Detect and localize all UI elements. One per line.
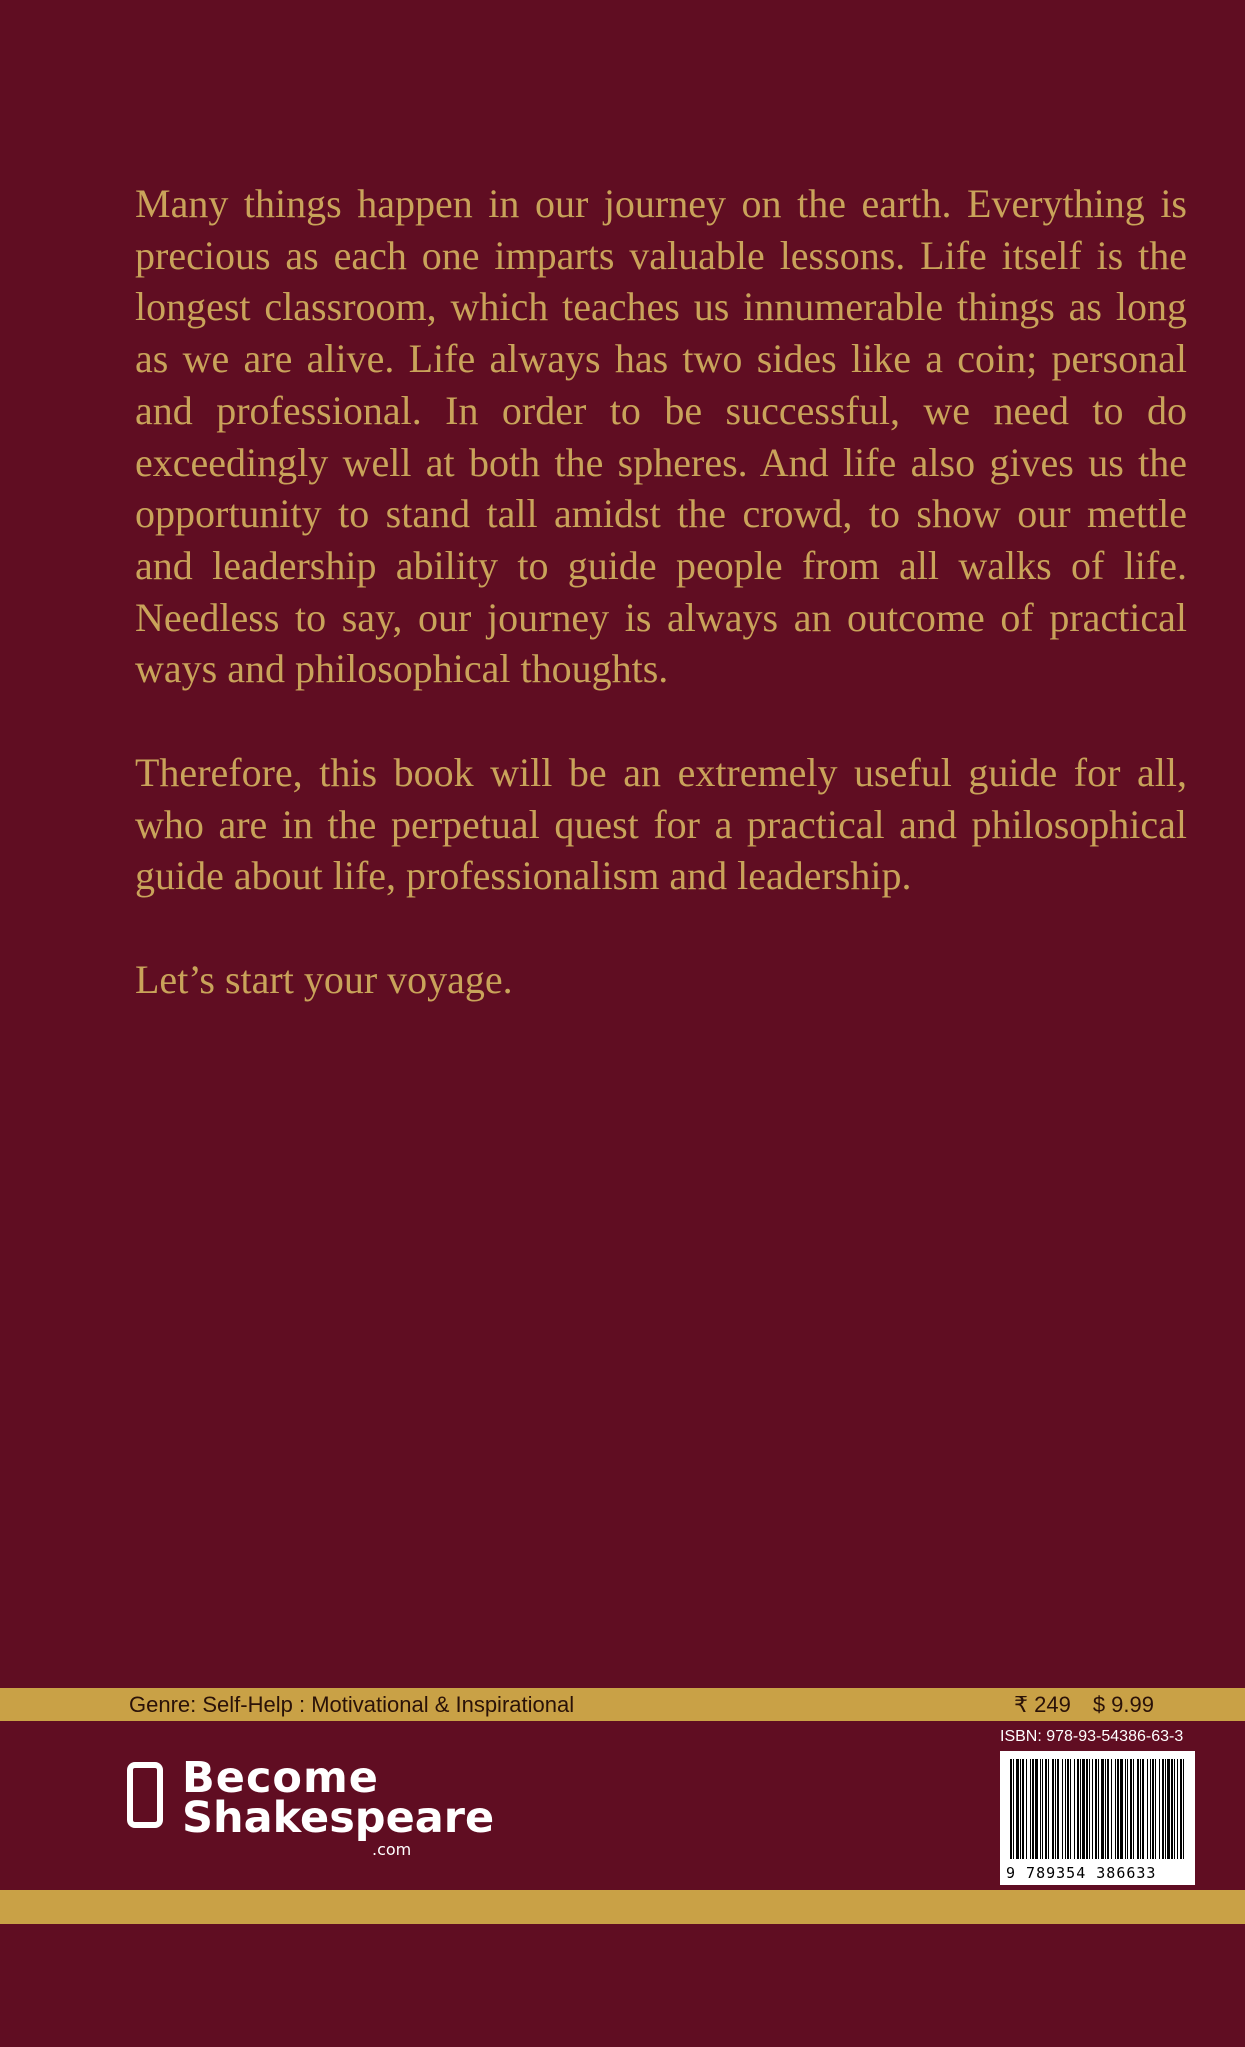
barcode-bar	[1082, 1759, 1085, 1859]
barcode-bar	[1062, 1759, 1063, 1859]
barcode-bar	[1089, 1759, 1090, 1859]
barcode-bar	[1070, 1759, 1071, 1859]
barcode-bar	[1147, 1759, 1148, 1859]
barcode-bars-icon	[1008, 1759, 1187, 1859]
price-usd: $ 9.99	[1092, 1692, 1154, 1717]
barcode-bar	[1052, 1759, 1054, 1859]
barcode-bar	[1159, 1759, 1160, 1859]
back-cover-blurb	[135, 178, 1187, 1058]
barcode-bar	[1150, 1759, 1151, 1859]
barcode-bar	[1095, 1759, 1097, 1859]
barcode-bar	[1035, 1759, 1038, 1859]
barcode-bar	[1130, 1759, 1132, 1859]
logo-suffix-com: .com	[372, 1840, 412, 1859]
publisher-logo	[127, 1753, 507, 1862]
barcode-bar	[1032, 1759, 1034, 1859]
barcode-bar	[1133, 1759, 1134, 1859]
barcode-bar	[1020, 1759, 1021, 1859]
barcode-bar	[1162, 1759, 1164, 1859]
barcode-bar	[1057, 1759, 1059, 1859]
barcode-bar	[1067, 1759, 1069, 1859]
barcode-bar	[1171, 1759, 1173, 1859]
barcode-bar	[1107, 1759, 1109, 1859]
barcode-bar	[1177, 1759, 1178, 1859]
barcode-bar	[1086, 1759, 1088, 1859]
barcode-bar	[1016, 1759, 1019, 1859]
barcode-bar	[1140, 1759, 1141, 1859]
isbn-label: ISBN: 978-93-54386-63-3	[1000, 1728, 1184, 1745]
barcode-bar	[1074, 1759, 1075, 1859]
barcode-bar	[1115, 1759, 1116, 1859]
barcode-bar	[1098, 1759, 1099, 1859]
barcode-bar	[1048, 1759, 1049, 1859]
barcode-bar	[1165, 1759, 1166, 1859]
barcode-bar	[1152, 1759, 1154, 1859]
barcode-bar	[1101, 1759, 1104, 1859]
barcode-bar	[1077, 1759, 1079, 1859]
logo-line-become: Become	[182, 1753, 379, 1803]
barcode-bar	[1045, 1759, 1047, 1859]
bottom-band	[0, 1890, 1245, 1924]
barcode-bar	[1040, 1759, 1041, 1859]
barcode-bar	[1125, 1759, 1126, 1859]
barcode-bar	[1137, 1759, 1139, 1859]
barcode-bar	[1167, 1759, 1170, 1859]
barcode-bar	[1180, 1759, 1182, 1859]
logo-line-shakespeare: Shakespeare	[182, 1793, 495, 1843]
price-label	[1014, 1691, 1176, 1719]
barcode-bar	[1022, 1759, 1024, 1859]
barcode-bar	[1042, 1759, 1043, 1859]
barcode-bar	[1010, 1759, 1012, 1859]
barcode-bar	[1080, 1759, 1081, 1859]
barcode-bar	[1026, 1759, 1027, 1859]
blurb-paragraph-1: Many things happen in our journey on the earth. Everything is precious as each one imparts valuable lessons. Life itself is the longest classroom, which teaches us innumerable things as long as we are alive. Life always has two sides like a coin; personal and professional. In order to be successful, we need to do exceedingly well at both the spheres. And life also gives us the opportunity to stand tall amidst the crowd, to show our mettle and leadership ability to guide people from all walks of life. Needless to say, our journey is always an outcome of practical ways and philosophical thoughts.	[135, 181, 1187, 692]
barcode-bar	[1111, 1759, 1112, 1859]
barcode-bar	[1120, 1759, 1123, 1859]
barcode-digits: 9 789354 386633	[1006, 1864, 1157, 1882]
price-inr: ₹ 249	[1014, 1692, 1071, 1717]
genre-label: Genre: Self-Help : Motivational & Inspirational	[129, 1692, 575, 1717]
blurb-paragraph-3: Let’s start your voyage.	[135, 957, 513, 1003]
barcode-bar	[1105, 1759, 1106, 1859]
book-outline-icon	[127, 1762, 163, 1828]
barcode-bar	[1065, 1759, 1066, 1859]
barcode-bar	[1013, 1759, 1014, 1859]
barcode-bar	[1030, 1759, 1031, 1859]
barcode-bar	[1174, 1759, 1175, 1859]
barcode-bar	[1127, 1759, 1128, 1859]
blurb-paragraph-2: Therefore, this book will be an extremely useful guide for all, who are in the perpetual quest for a practical and philosophical guide about life, professionalism and leadership.	[135, 750, 1187, 899]
barcode-bar	[1183, 1759, 1184, 1859]
barcode-bar	[1117, 1759, 1119, 1859]
barcode-bar	[1092, 1759, 1093, 1859]
barcode	[1000, 1751, 1195, 1885]
barcode-bar	[1155, 1759, 1156, 1859]
barcode-bar	[1055, 1759, 1056, 1859]
barcode-bar	[1142, 1759, 1144, 1859]
